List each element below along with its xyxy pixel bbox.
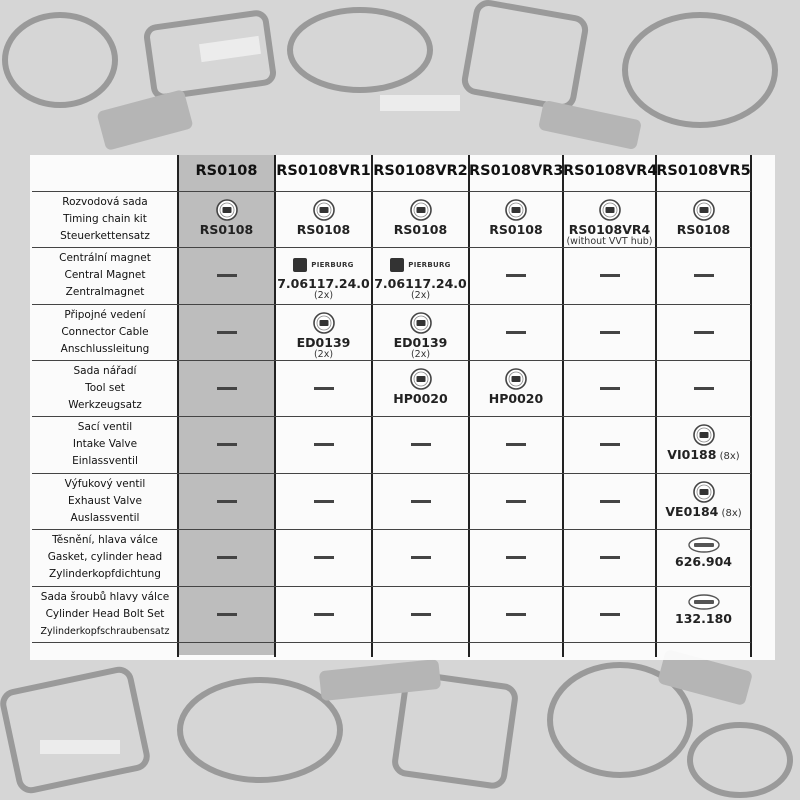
et-engineteam-logo-icon (313, 312, 335, 334)
part-cell (469, 368, 563, 406)
row-label-line: Tool set (85, 382, 125, 394)
et-engineteam-logo-icon (410, 368, 432, 390)
et-engineteam-logo-icon (410, 312, 432, 334)
not-included-dash (506, 331, 526, 334)
row-divider (32, 247, 751, 248)
row-label-line: Zentralmagnet (65, 286, 145, 298)
not-included-dash (600, 387, 620, 390)
row-label (32, 419, 178, 470)
not-included-dash (600, 331, 620, 334)
et-engineteam-logo-icon (693, 199, 715, 221)
not-included-dash (694, 387, 714, 390)
not-included-dash (600, 443, 620, 446)
et-engineteam-logo-icon (410, 199, 432, 221)
part-cell (372, 199, 469, 237)
row-divider (32, 529, 751, 530)
row-divider (32, 642, 751, 643)
row-label (32, 476, 178, 527)
not-included-dash (314, 556, 334, 559)
not-included-dash (217, 274, 237, 277)
et-engineteam-logo-icon (313, 199, 335, 221)
part-code: VI0188 (8x) (667, 447, 740, 462)
row-label-line: Anschlussleitung (60, 343, 150, 355)
part-code: 7.06117.24.0 (277, 276, 370, 291)
not-included-dash (217, 387, 237, 390)
et-engineteam-logo-icon (599, 199, 621, 221)
not-included-dash (217, 500, 237, 503)
et-engineteam-logo-icon (505, 199, 527, 221)
pierburg-logo (275, 255, 372, 275)
row-label-line: Připojné vedení (64, 309, 146, 321)
row-label-line: Steuerkettensatz (60, 230, 150, 242)
not-included-dash (411, 556, 431, 559)
row-label-line: Rozvodová sada (62, 196, 148, 208)
et-engineteam-logo-icon (693, 424, 715, 446)
part-cell (469, 199, 563, 237)
part-cell (656, 424, 751, 464)
et-engineteam-logo-icon (505, 368, 527, 390)
pierburg-logo-icon (293, 258, 307, 272)
part-cell (656, 594, 751, 626)
column-header: RS0108VR1 (276, 163, 371, 179)
part-cell (563, 199, 656, 247)
elring-logo-icon (688, 594, 720, 610)
row-label-line: Výfukový ventil (64, 478, 146, 490)
part-quantity: (8x) (718, 508, 742, 519)
row-divider (32, 416, 751, 417)
not-included-dash (314, 613, 334, 616)
not-included-dash (600, 613, 620, 616)
not-included-dash (506, 556, 526, 559)
pierburg-logo-icon (390, 258, 404, 272)
part-code: RS0108 (393, 222, 448, 237)
et-engineteam-logo-icon (693, 481, 715, 503)
elring-logo-icon (688, 537, 720, 553)
not-included-dash (694, 331, 714, 334)
part-cell (275, 255, 372, 301)
et-engineteam-logo-icon (216, 199, 238, 221)
row-divider (32, 586, 751, 587)
part-code: RS0108 (199, 222, 254, 237)
row-label-line: Těsnění, hlava válce (52, 534, 158, 546)
part-code: HP0020 (488, 391, 544, 406)
row-divider (32, 360, 751, 361)
row-label-line: Zylinderkopfschraubensatz (40, 626, 170, 637)
part-note: (2x) (313, 290, 334, 301)
row-label-line: Sací ventil (77, 421, 133, 433)
part-quantity: (8x) (716, 451, 740, 462)
part-cell (178, 199, 275, 237)
part-note: (2x) (313, 349, 334, 360)
not-included-dash (600, 274, 620, 277)
row-label-line: Einlassventil (72, 455, 138, 467)
column-header: RS0108VR5 (656, 163, 751, 179)
not-included-dash (411, 613, 431, 616)
column-header: RS0108VR4 (563, 163, 658, 179)
row-label-line: Intake Valve (72, 438, 138, 450)
row-label (32, 589, 178, 640)
row-divider (32, 191, 751, 192)
not-included-dash (600, 500, 620, 503)
row-label-line: Werkzeugsatz (68, 399, 142, 411)
part-code: RS0108VR4 (568, 222, 651, 237)
not-included-dash (217, 613, 237, 616)
row-divider (32, 473, 751, 474)
not-included-dash (506, 613, 526, 616)
row-label-line: Timing chain kit (63, 213, 147, 225)
part-code: HP0020 (393, 391, 448, 406)
part-code: 626.904 (675, 554, 732, 569)
pierburg-logo (372, 255, 469, 275)
part-code: RS0108 (489, 222, 543, 237)
not-included-dash (506, 274, 526, 277)
part-code: RS0108 (296, 222, 351, 237)
row-label-line: Central Magnet (64, 269, 146, 281)
not-included-dash (694, 274, 714, 277)
part-code: RS0108 (676, 222, 731, 237)
part-note: (without VVT hub) (566, 236, 653, 247)
not-included-dash (314, 387, 334, 390)
part-code: 132.180 (675, 611, 732, 626)
row-label-line: Sada nářadí (73, 365, 137, 377)
not-included-dash (411, 500, 431, 503)
row-divider (32, 304, 751, 305)
part-code: 7.06117.24.0 (374, 276, 467, 291)
not-included-dash (600, 556, 620, 559)
part-note: (2x) (410, 290, 431, 301)
row-label-line: Sada šroubů hlavy válce (40, 591, 170, 603)
not-included-dash (506, 500, 526, 503)
not-included-dash (217, 556, 237, 559)
row-label-line: Exhaust Valve (68, 495, 142, 507)
row-label (32, 532, 178, 583)
not-included-dash (506, 443, 526, 446)
not-included-dash (411, 443, 431, 446)
part-cell (275, 312, 372, 360)
part-cell (372, 312, 469, 360)
part-cell (275, 199, 372, 237)
row-label (32, 307, 178, 358)
column-header: RS0108VR3 (469, 163, 564, 179)
row-label (32, 363, 178, 414)
pierburg-logo-text: PIERBURG (408, 261, 451, 269)
part-cell (372, 368, 469, 406)
part-cell (656, 537, 751, 569)
part-code: ED0139 (296, 335, 351, 350)
part-cell (656, 481, 751, 521)
part-code: VE0184 (8x) (665, 504, 742, 519)
row-label (32, 250, 178, 301)
not-included-dash (217, 443, 237, 446)
row-label-line: Centrální magnet (59, 252, 151, 264)
row-label-line: Gasket, cylinder head (47, 551, 163, 563)
not-included-dash (314, 443, 334, 446)
not-included-dash (314, 500, 334, 503)
column-header: RS0108 (195, 163, 258, 179)
pierburg-logo-text: PIERBURG (311, 261, 354, 269)
row-label-line: Connector Cable (61, 326, 149, 338)
part-code: ED0139 (393, 335, 448, 350)
part-cell (372, 255, 469, 301)
row-label-line: Cylinder Head Bolt Set (45, 608, 165, 620)
row-label (32, 194, 178, 245)
column-header: RS0108VR2 (373, 163, 468, 179)
row-label-line: Zylinderkopfdichtung (49, 568, 161, 580)
part-cell (656, 199, 751, 237)
part-note: (2x) (410, 349, 431, 360)
row-label-line: Auslassventil (70, 512, 140, 524)
not-included-dash (217, 331, 237, 334)
